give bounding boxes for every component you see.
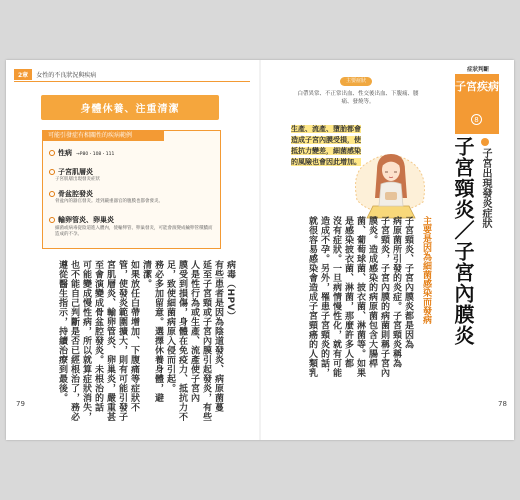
text-column: 務必多加留意。選擇休養身體，避 [153, 260, 163, 403]
text-column: 病毒（HPV） [225, 260, 235, 321]
disease-item: 輸卵管炎、卵巢炎 [49, 215, 114, 225]
key-symptoms-tag: 主要症狀 [340, 77, 372, 86]
text-column: 足，致使細菌病原入侵而引起。 [165, 260, 175, 393]
book-spread [6, 60, 514, 440]
category-number: 8 [471, 114, 482, 125]
header-rule [14, 81, 250, 82]
circle-bullet-icon [481, 138, 489, 146]
text-column: 可能變成慢性病，所以就算症狀消失， [81, 260, 91, 422]
chapter-number: 2章 [14, 69, 32, 80]
banner-title: 身體休養、注重清潔 [80, 104, 180, 115]
disease-item: 性病 →P80・108・111 [49, 148, 114, 158]
text-column: 是感染披衣菌、淋菌，那麼許多人都 [343, 216, 353, 368]
right-body-text [292, 216, 416, 386]
key-symptoms-text: 白帶異常、不正常出血、性交後出血、下腹痛、腰痛、發燒等。 [297, 91, 419, 105]
section-banner [41, 95, 219, 120]
category-title: 子宮疾病 [455, 80, 499, 93]
text-column: 延至子宮頸或子宮內膜引起發炎，有些 [201, 260, 211, 422]
text-column: 造成不孕。另外，罹患子宮頸炎的話， [319, 216, 329, 378]
text-column: 清潔。 [141, 260, 151, 289]
page-number-left: 79 [16, 400, 25, 408]
text-column: 膜受到損傷，身體在免疫力、抵抗力不 [177, 260, 187, 422]
text-column: 病原菌所引發的炎症。子宮頸炎稱為 [391, 216, 401, 368]
text-column: 如果放任白帶增加、下腹痛等症狀不 [129, 260, 139, 412]
text-column: 有些患者是因為陰道發炎、病原菌蔓 [213, 260, 223, 412]
box-title: 可能引發症有相關性的疾病範例 [42, 130, 164, 141]
section-title: 子宮頸炎／子宮內膜炎 [451, 136, 475, 346]
category-box [455, 74, 499, 134]
disease-item: 子宮肌層炎 [49, 167, 93, 177]
disease-item: 骨盆腔發炎 [49, 189, 93, 199]
circle-bullet-icon [49, 150, 55, 156]
text-column: 沒有症狀。一旦病情慢性化，就有可能 [331, 216, 341, 378]
text-column: 也不能自己判斷是否已經根治了，務必 [69, 260, 79, 422]
highlight-note: 生產、流產、墮胎都會造成子宮內膜受損，使抵抗力變差，細菌感染的風險也會因此增加。 [291, 125, 361, 166]
disease-note: 細菌或病毒從陰道進入體內，使輸卵管、卵巢發炎，可能會演變成輸卵管積膿而造成的不孕。 [55, 226, 213, 237]
text-column: 膜炎。造成感染的病原菌包含大腸桿 [367, 216, 377, 368]
lead-text: 主要是因為細菌感染而發病 [421, 216, 431, 324]
text-column: 子宮頸炎、子宮內膜炎都是因為 [403, 216, 413, 349]
circle-bullet-icon [49, 191, 55, 197]
text-column: 遵從醫生指示，持續治療到最後。 [57, 260, 67, 403]
text-column: 子宮頸炎，子宮內膜的病菌則稱子宮內 [379, 216, 389, 378]
circle-bullet-icon [49, 217, 55, 223]
text-column: 至會演變成骨盆腔發炎。未根治的話 [93, 260, 103, 412]
text-column: 就很容易感染會造成子宮頸癌的人類乳 [307, 216, 317, 378]
text-column: 人是性行為或生產、流產使子宮內 [189, 260, 199, 403]
chapter-title: 女性的不良狀況與疾病 [36, 72, 97, 79]
disease-note: 骨盆內的器官發炎。達到嚴重器官的腹膜也都會發炎。 [55, 199, 163, 204]
gutter [259, 60, 261, 440]
text-column: 管，使發炎範圍擴大，則有可能引發子 [117, 260, 127, 422]
category-label: 症狀判斷 [466, 67, 489, 73]
chapter-tag [14, 69, 96, 80]
text-column: 菌、葡萄球菌、披衣菌、淋菌等。如果 [355, 216, 365, 378]
disease-note: 子宮肌層出現發炎症狀 [55, 177, 100, 182]
left-body-text [53, 260, 235, 425]
section-subtitle: 子宮出現發炎症狀 [478, 138, 493, 228]
related-diseases-box [42, 130, 221, 249]
text-column: 宮肌層炎、輸卵管炎、卵巢炎，嚴重甚 [105, 260, 115, 422]
circle-bullet-icon [49, 169, 55, 175]
woman-illustration [349, 140, 432, 225]
page-number-right: 78 [498, 400, 507, 408]
